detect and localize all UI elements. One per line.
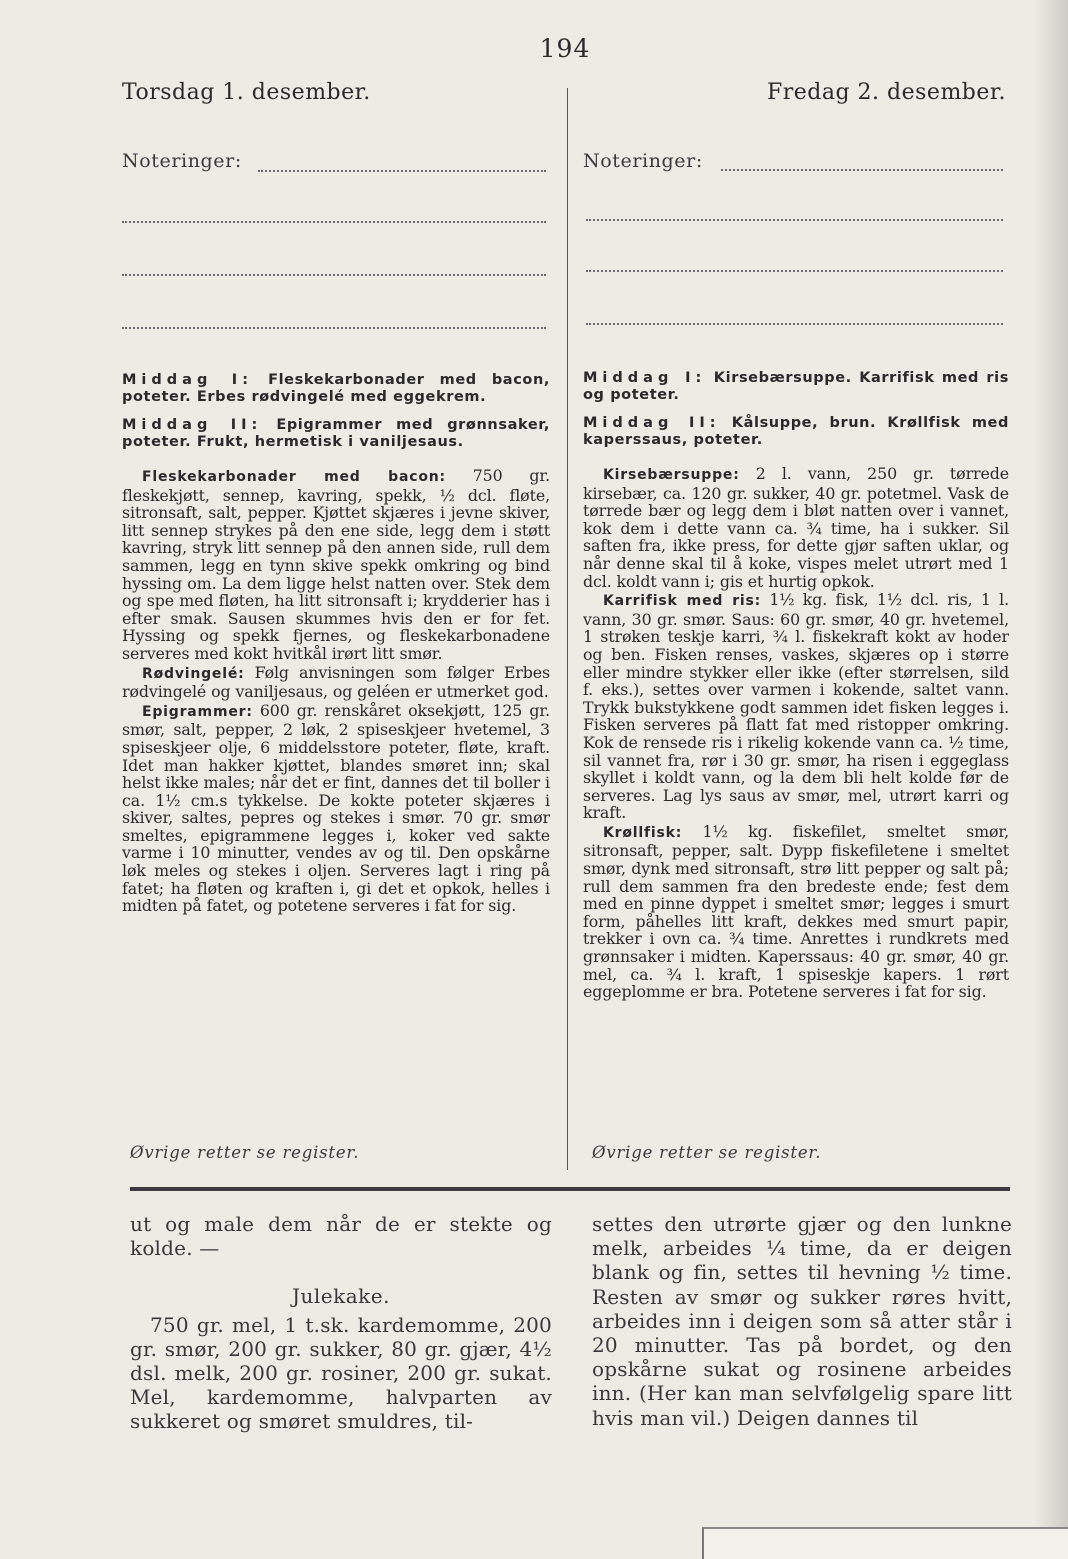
lower-right-column bbox=[592, 1212, 1012, 1430]
recipe-text: Følg anvisningen som følger Erbes rødvingelé og vaniljesaus, og geléen er utmerket god. bbox=[122, 662, 550, 702]
notes-line bbox=[122, 274, 546, 276]
page-number: 194 bbox=[539, 34, 591, 63]
notes-line bbox=[258, 170, 546, 172]
recipe-text: 1½ kg. fiskefilet, smeltet smør, sitronsaft, pepper, salt. Dypp fiskefiletene i smeltet smør, dynk med sitronsaft, strø litt pepper og salt på; rull dem sammen fra den bredeste ende; fest dem med en pinne dyppet i smeltet smør; legges i smurt form, påhelles litt kraft, dekkes med smurt papir, trekker i ovn ca. ¾ time. Anrettes i rundkrets med grønnsaker i midten. Kaperssaus: 40 gr. smør, 40 gr. mel, ca. ¾ l. kraft, 1 spiseskje kapers. 1 rørt eggeplomme er bra. Potetene serveres i fat for sig. bbox=[583, 821, 1009, 1002]
page-edge-shadow bbox=[1034, 0, 1068, 1552]
recipe-heading: Julekake. bbox=[292, 1284, 390, 1309]
footer-note-left: Øvrige retter se register. bbox=[130, 1143, 360, 1162]
left-column bbox=[122, 372, 550, 916]
recipe bbox=[122, 664, 550, 701]
day-title-left: Torsdag 1. desember. bbox=[122, 80, 371, 105]
menu-entry bbox=[122, 372, 550, 406]
recipe bbox=[583, 591, 1009, 822]
recipe-title: Rødvingelé: bbox=[142, 665, 245, 682]
paper-slip bbox=[702, 1527, 1068, 1559]
menu-entry bbox=[122, 417, 550, 451]
right-column bbox=[583, 370, 1009, 1002]
recipe-text: 1½ kg. fisk, 1½ dcl. ris, 1 l. vann, 30 gr. smør. Saus: 60 gr. smør, 40 gr. hvetemel, 1 strøken teskje karri, ¾ l. fiskekraft kokt av hoder og ben. Fisken renses, vaskes, skjæres op i større eller mindre stykker eller ikke (efter størrelsen, sild f. eks.), settes over varmen i kokende, saltet vann. Trykk bukstykkene godt sammen idet fisken legges i. Fisken serveres på flatt fat med ristopper omkring. Kok de rensede ris i rikelig kokende vann ca. ½ time, sil vannet fra, rør i 30 gr. smør, ha risen i eggeglass skyllet i koldt vann, og la dem bli helt kolde før de serveres. Lag lys saus av smør, mel, utrørt karri og kraft. bbox=[583, 590, 1009, 823]
recipe bbox=[122, 467, 550, 663]
notes-line bbox=[586, 219, 1003, 221]
notes-label-right: Noteringer: bbox=[583, 150, 703, 172]
notes-line bbox=[122, 221, 546, 223]
recipe bbox=[583, 823, 1009, 1001]
notes-label-left: Noteringer: bbox=[122, 150, 242, 172]
recipe-title: Kirsebærsuppe: bbox=[603, 467, 740, 483]
menu-lead: Middag II: bbox=[122, 417, 263, 433]
recipe-text: 600 gr. renskåret oksekjøtt, 125 gr. smør, salt, pepper, 2 løk, 2 spiseskjeer hvetemel, 3 spiseskjeer olje, 6 middelsstore poteter, fløte, kraft. Idet man hakker kjøttet, blandes smøret inn; skal helst ikke males; når det er fint, dannes det til boller i ca. 1½ cm.s tykkelse. De kokte poteter skjæres i skiver, saltes, pepres og stekes i smør. 70 gr. smør smeltes, epigrammene legges i, koker ved sakte varme i 10 minutter, vendes av og til. Den opskårne løk meles og stekes i oljen. Serveres lagt i ring på fatet; ha fløten og kraften i, gi det et opkok, helles i midten på fatet, og potetene serveres i fat for sig. bbox=[122, 700, 550, 916]
menu-text: Kirsebærsuppe. Karrifisk med ris og poteter. bbox=[583, 370, 1009, 403]
menu-text: Epigrammer med grønnsaker, poteter. Frukt, hermetisk i vaniljesaus. bbox=[122, 417, 550, 450]
menu-lead: Middag II: bbox=[583, 415, 721, 431]
recipe-title: Epigrammer: bbox=[142, 703, 253, 720]
footer-note-right: Øvrige retter se register. bbox=[592, 1143, 822, 1162]
recipe-title: Krøllfisk: bbox=[603, 824, 683, 841]
recipe bbox=[122, 702, 550, 915]
recipe-text: 750 gr. fleskekjøtt, sennep, kavring, spekk, ½ dcl. fløte, sitronsaft, salt, pepper. Kjøttet skjæres i jevne skiver, litt sennep strykes på den ene side, legg dem i støtt kavring, stryk litt sennep på den annen side, rull dem sammen, legg en tynn skive spekk omkring og bind hyssing om. La dem ligge helst natten over. Stek dem og spe med fløten, ha litt sitronsaft i; krydderier has i efter smak. Sausen skummes hvis den er for fet. Hyssing og spekk fjernes, og fleskekarbonadene serveres med kokt hvitkål irørt litt smør. bbox=[122, 466, 550, 663]
notes-line bbox=[122, 327, 546, 329]
menu-text: Fleskekarbonader med bacon, poteter. Erbes rødvingelé med eggekrem. bbox=[122, 372, 550, 405]
notes-line bbox=[586, 270, 1003, 272]
lower-body-left: 750 gr. mel, 1 t.sk. kardemomme, 200 gr. smør, 200 gr. sukker, 80 gr. gjær, 4½ dsl. melk, 200 gr. rosiner, 200 gr. sukat. Mel, kardemomme, halvparten av sukkeret og smøret smuldres, til- bbox=[130, 1312, 552, 1434]
section-rule bbox=[130, 1187, 1010, 1191]
menu-entry bbox=[583, 415, 1009, 449]
column-divider bbox=[567, 88, 568, 1170]
notes-line bbox=[586, 323, 1003, 325]
day-title-right: Fredag 2. desember. bbox=[766, 80, 1006, 105]
lower-left-column bbox=[130, 1212, 552, 1434]
recipe-title: Fleskekarbonader med bacon: bbox=[142, 469, 446, 485]
recipe-text: 2 l. vann, 250 gr. tørrede kirsebær, ca. 120 gr. sukker, 40 gr. potetmel. Vask de tørrede bær og legg dem i bløt natten over i vannet, kok dem i dette vann ca. ¾ time, ha i sukker. Sil saften fra, ikke press, for dette gjør saften uklar, og når denne skal til å koke, vispes melet utrørt med 1 dcl. koldt vann i; gis et hurtig opkok. bbox=[583, 464, 1009, 591]
lower-body-right: settes den utrørte gjær og den lunkne melk, arbeides ¼ time, da er deigen blank og fin, settes til hevning ½ time. Resten av smør og sukker røres hvitt, arbeides inn i deigen som så atter står i 20 minutter. Tas på bordet, og den opskårne sukat og rosinene arbeides inn. (Her kan man selvfølgelig spare litt hvis man vil.) Deigen dannes til bbox=[592, 1212, 1012, 1430]
menu-entry bbox=[583, 370, 1009, 404]
menu-lead: Middag I: bbox=[583, 370, 707, 386]
notes-line bbox=[721, 169, 1003, 171]
recipe-title: Karrifisk med ris: bbox=[603, 593, 762, 610]
lower-intro: ut og male dem når de er stekte og kolde. — bbox=[130, 1212, 552, 1261]
menu-text: Kålsuppe, brun. Krøllfisk med kaperssaus, poteter. bbox=[583, 415, 1009, 448]
recipe bbox=[583, 465, 1009, 590]
menu-lead: Middag I: bbox=[122, 372, 254, 388]
